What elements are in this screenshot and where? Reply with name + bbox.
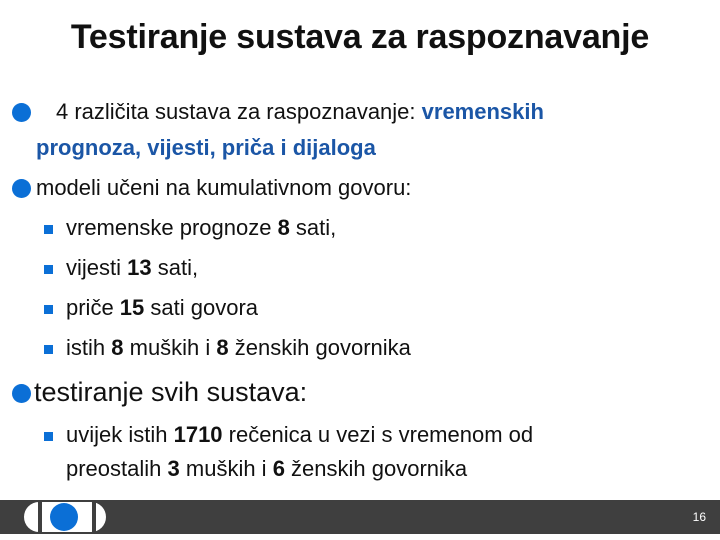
bullet-1-highlight: vremenskih bbox=[421, 99, 544, 124]
sub-item-1: vremenske prognoze 8 sati, bbox=[66, 215, 337, 240]
bullet-3-text: testiranje svih sustava: bbox=[34, 377, 308, 407]
square-bullet-icon bbox=[44, 345, 53, 354]
bullet-1-line-2: prognoza, vijesti, priča i dijaloga bbox=[36, 135, 376, 160]
footer-circle-icon bbox=[50, 503, 78, 531]
bullet-dot-icon bbox=[12, 384, 31, 403]
square-bullet-icon bbox=[44, 225, 53, 234]
bullet-2-text: modeli učeni na kumulativnom govoru: bbox=[36, 175, 412, 200]
slide-title: Testiranje sustava za raspoznavanje bbox=[70, 18, 650, 56]
footer-divider bbox=[92, 502, 96, 532]
bullet-1-line-1 bbox=[56, 99, 544, 125]
page-number: 16 bbox=[692, 510, 706, 524]
sub-item-5-line-1: uvijek istih 1710 rečenica u vezi s vremenom od bbox=[66, 422, 534, 447]
sub-item-4: istih 8 muških i 8 ženskih govornika bbox=[66, 335, 411, 360]
bullet-dot-icon bbox=[12, 103, 31, 122]
sub-item-5-line-2: preostalih 3 muških i 6 ženskih govornika bbox=[66, 456, 468, 481]
square-bullet-icon bbox=[44, 432, 53, 441]
sub-item-3: priče 15 sati govora bbox=[66, 295, 259, 320]
square-bullet-icon bbox=[44, 265, 53, 274]
footer-bar bbox=[0, 500, 720, 534]
sub-item-2: vijesti 13 sati, bbox=[66, 255, 199, 280]
footer-divider bbox=[38, 502, 42, 532]
bullet-1-text: 4 različita sustava za raspoznavanje: bbox=[56, 99, 422, 124]
bullet-dot-icon bbox=[12, 179, 31, 198]
square-bullet-icon bbox=[44, 305, 53, 314]
